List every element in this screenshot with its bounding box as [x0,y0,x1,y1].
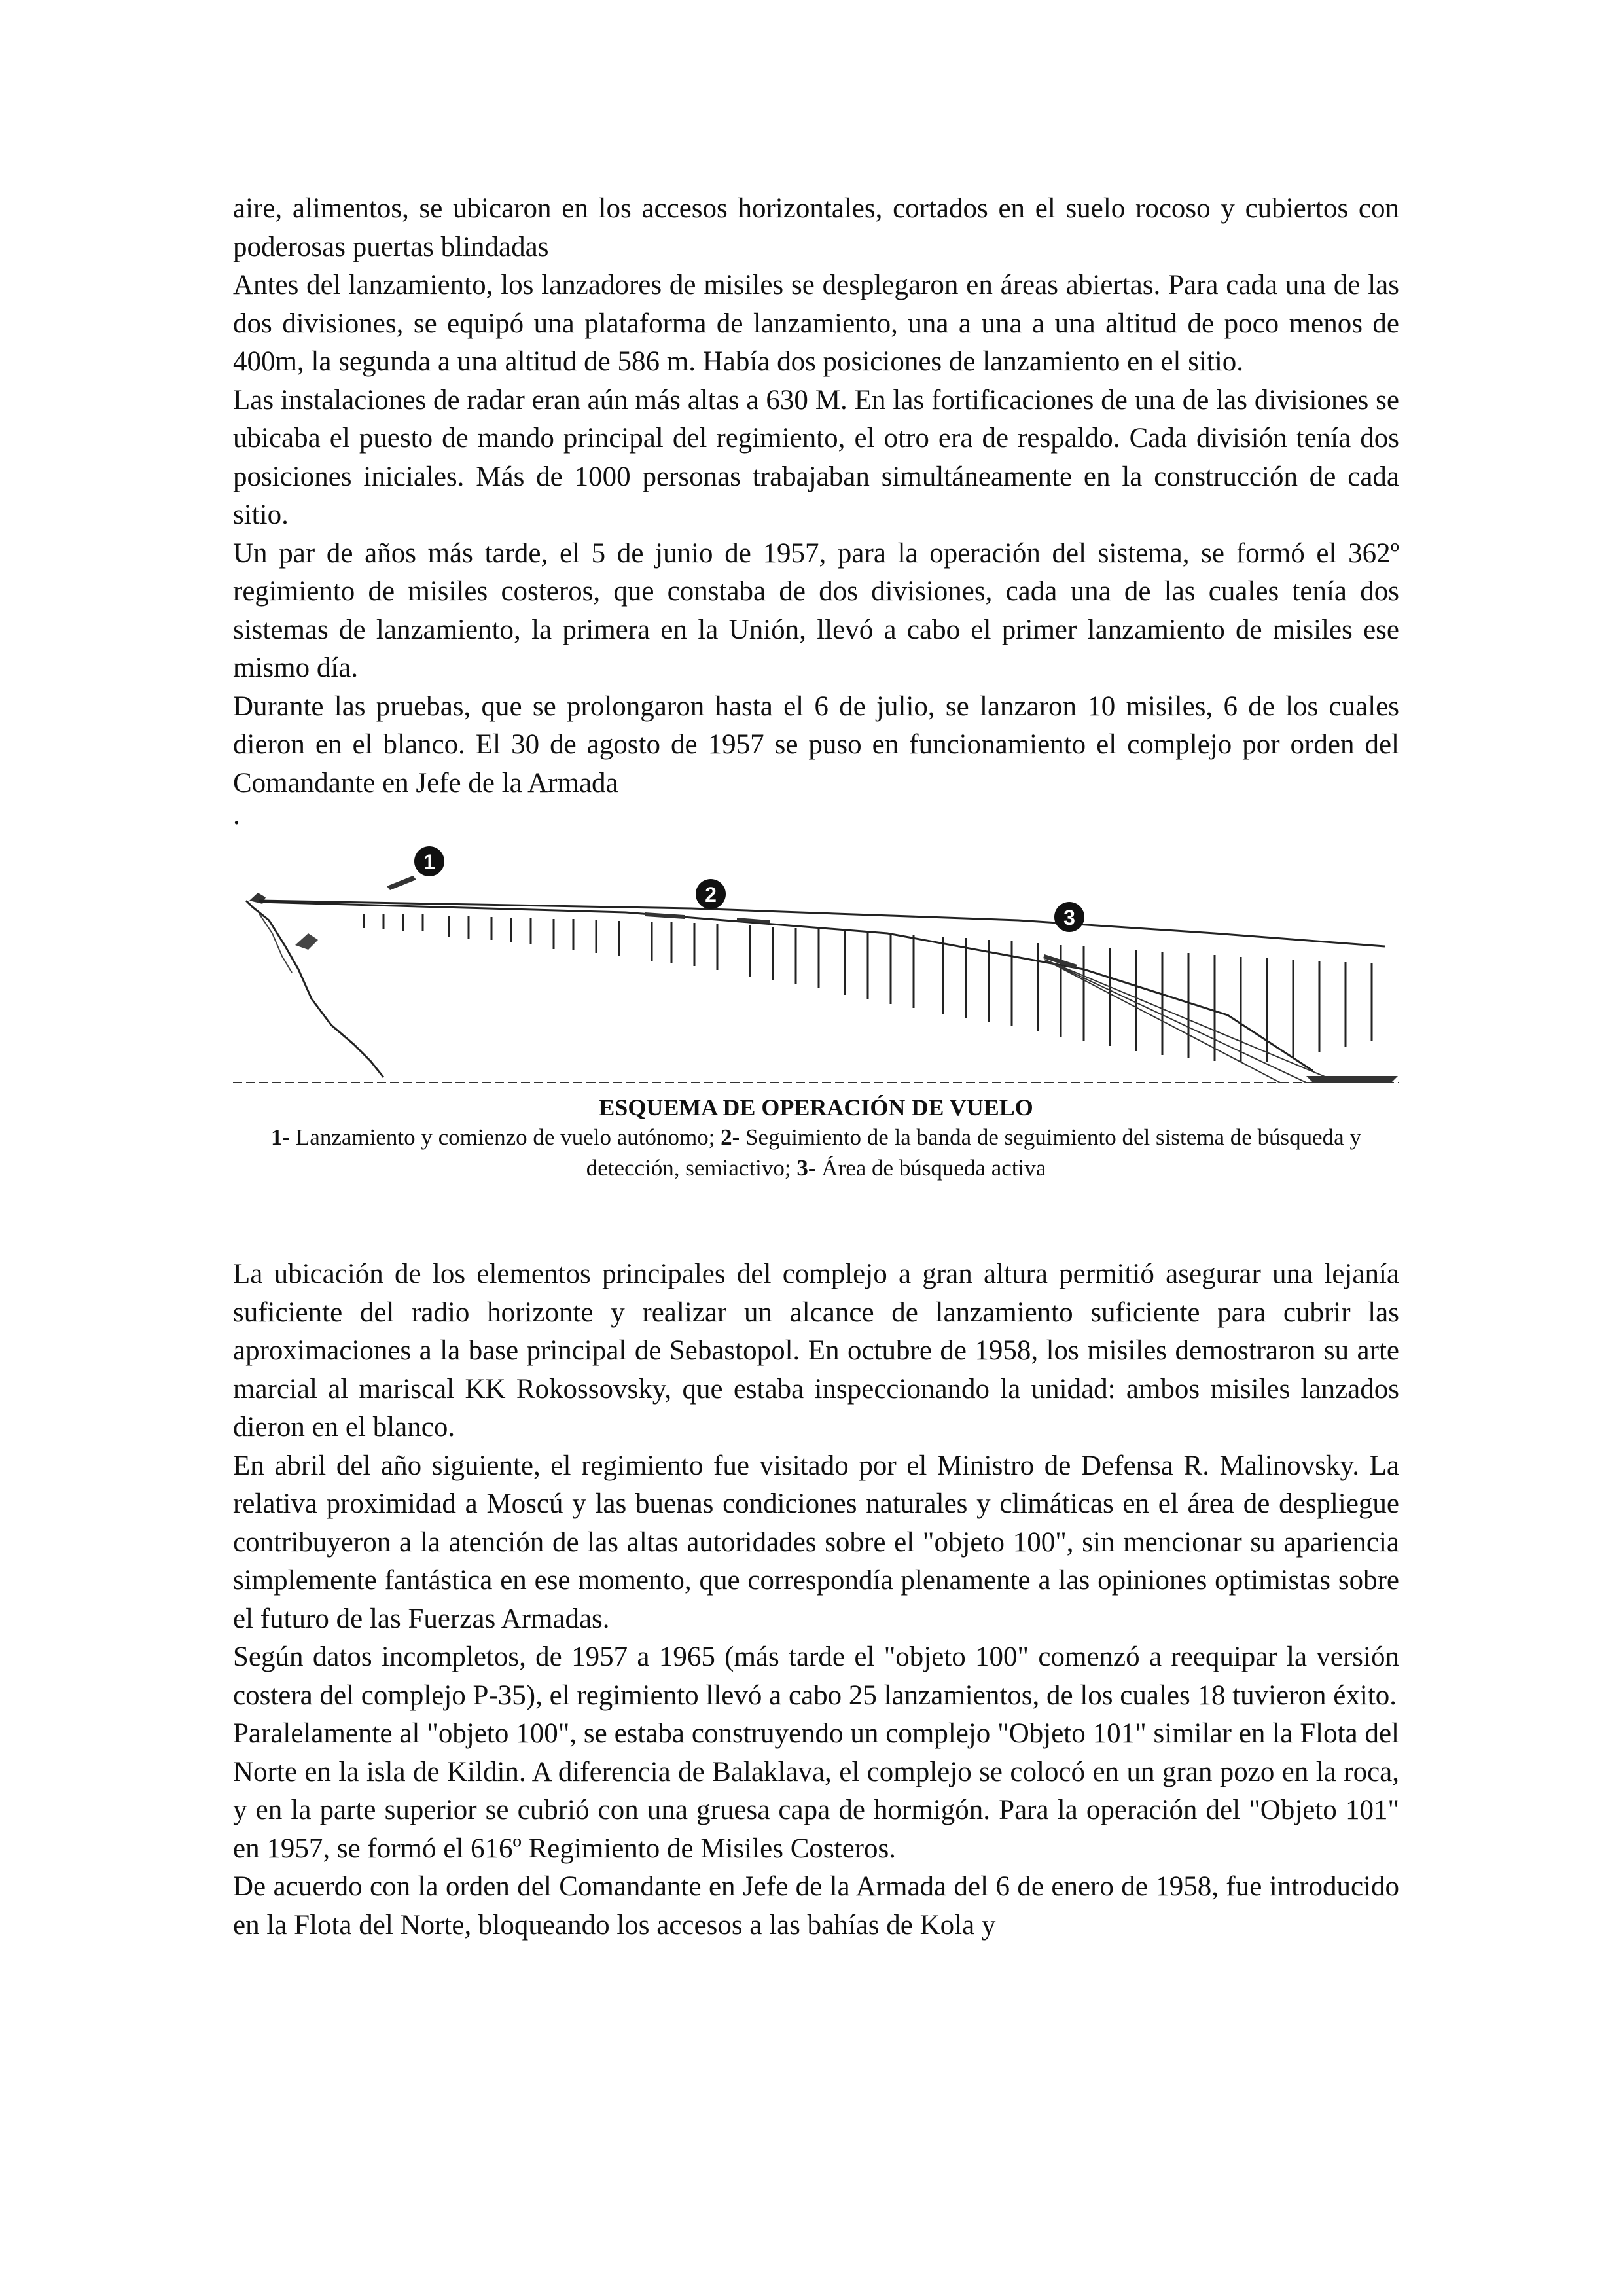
active-search-cone [1044,960,1339,1083]
paragraph: La ubicación de los elementos principales del complejo a gran altura permitió asegurar una lejanía suficiente del radio horizonte y realizar un alcance de lanzamiento suficiente para cubrir las aproximaciones a la base principal de Sebastopol. En octubre de 1958, los misiles demostraron su arte marcial al mariscal KK Rokossovsky, que estaba inspeccionando la unidad: ambos misiles lanzados dieron en el blanco. [233,1259,1399,1443]
figure-caption-title: ESQUEMA DE OPERACIÓN DE VUELO [599,1094,1033,1121]
caption-num: 3- [796,1155,816,1181]
marker-3 [1054,902,1084,932]
paragraph: Según datos incompletos, de 1957 a 1965 (más tarde el "objeto 100" comenzó a reequipar la versión costera del complejo P-35), el regimiento llevó a cabo 25 lanzamientos, de los cuales 18 tuvieron éxito. [233,1641,1399,1711]
paragraph: Durante las pruebas, que se prolongaron hasta el 6 de julio, se lanzaron 10 misiles, 6 de los cuales dieron en el blanco. El 30 de agosto de 1957 se puso en funcionamiento el complejo por orden del Comandante en Jefe de la Armada [233,691,1399,798]
paragraph: Las instalaciones de radar eran aún más altas a 630 M. En las fortificaciones de una de las divisiones se ubicaba el puesto de mando principal del regimiento, el otro era de respaldo. Cada división tenía dos posiciones iniciales. Más de 1000 personas trabajaban simultáneamente en la construcción de cada sitio. [233,384,1399,530]
document-page [233,190,1399,1945]
marker-1 [414,846,444,876]
caption-num: 1- [271,1124,291,1150]
stray-dot: . [233,800,240,831]
paragraph: Un par de años más tarde, el 5 de junio de 1957, para la operación del sistema, se formó el 362º regimiento de misiles costeros, que constaba de dos divisiones, cada una de las cuales tenía dos sistemas de lanzamiento, la primera en la Unión, llevó a cabo el primer lanzamiento de misiles ese mismo día. [233,537,1399,683]
caption-num: 2- [721,1124,740,1150]
paragraph: En abril del año siguiente, el regimiento fue visitado por el Ministro de Defensa R. Malinovsky. La relativa proximidad a Moscú y las buenas condiciones naturales y climáticas en el área de despliegue contribuyeron a la atención de las altas autoridades sobre el "objeto 100", sin mencionar su apariencia simplemente fantástica en ese momento, que correspondía plenamente a las opiniones optimistas sobre el futuro de las Fuerzas Armadas. [233,1450,1399,1634]
trajectory-line [259,902,1313,1071]
caption-text: Seguimiento de la banda de seguimiento del sistema de búsqueda y detección, semiactivo; [586,1124,1361,1181]
paragraph: Paralelamente al "objeto 100", se estaba construyendo un complejo "Objeto 101" similar en la Flota del Norte en la isla de Kildin. A diferencia de Balaklava, el complejo se colocó en un gran pozo en la roca, y en la parte superior se cubrió con una gruesa capa de hormigón. Para la operación del "Objeto 101" en 1957, se formó el 616º Regimiento de Misiles Costeros. [233,1718,1399,1864]
tracking-band-bars [364,914,1372,1062]
paragraph: De acuerdo con la orden del Comandante en Jefe de la Armada del 6 de enero de 1958, fue introducido en la Flota del Norte, bloqueando los accesos a las bahías de Kola y [233,1871,1399,1941]
missile-icon [387,876,1077,969]
caption-text: Área de búsqueda activa [815,1155,1046,1181]
flight-scheme-figure [233,835,1399,1090]
svg-text:1: 1 [423,850,435,874]
figure-caption [233,1122,1399,1183]
target-ship [1306,1076,1398,1083]
flight-scheme-illustration [233,835,1399,1090]
svg-text:3: 3 [1063,906,1075,929]
paragraph: aire, alimentos, se ubicaron en los accesos horizontales, cortados en el suelo rocoso y cubiertos con poderosas puertas blindadas [233,193,1399,262]
paragraph: Antes del lanzamiento, los lanzadores de misiles se desplegaron en áreas abiertas. Para cada una de las dos divisiones, se equipó una plataforma de lanzamiento, una a una a una altitud de poco menos de 400m, la segunda a una altitud de 586 m. Había dos posiciones de lanzamiento en el sitio. [233,270,1399,377]
caption-text: Lanzamiento y comienzo de vuelo autónomo; [290,1124,721,1150]
spacer [233,1183,1399,1255]
svg-text:2: 2 [705,883,717,906]
marker-2 [696,879,726,909]
